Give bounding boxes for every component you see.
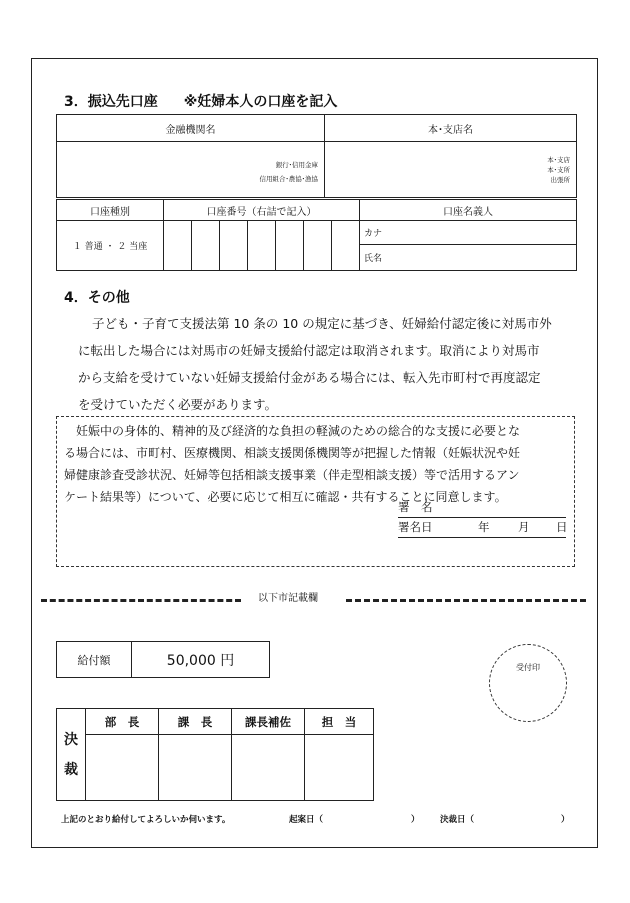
divider-left	[41, 599, 241, 602]
role-assistant-chief: 課長補佐	[232, 709, 305, 735]
kana-cell[interactable]: カナ	[360, 221, 577, 245]
decision-date-label: 決裁日（	[440, 815, 475, 825]
role-staff: 担 当	[305, 709, 374, 735]
digit-7[interactable]	[332, 221, 360, 271]
col-branch-header: 本･支店名	[325, 115, 577, 142]
divider-label: 以下市記載欄	[258, 593, 318, 604]
digit-3[interactable]	[220, 221, 248, 271]
section4-heading: 4．その他	[64, 290, 130, 306]
stamp-director[interactable]	[86, 735, 159, 801]
decision-table	[56, 708, 374, 801]
signature-field[interactable]: 署 名	[398, 499, 566, 518]
amount-value: 50,000 円	[132, 642, 270, 678]
consent-text: 妊娠中の身体的、精神的及び経済的な負担の軽減のための総合的な支援に必要とな る場合には、市町村、医療機関、相談支援関係機関等が把握した情報（妊娠状況や妊 婦健康診査受診状況、妊婦等包括相談支援事業（伴走型相談支援）等で活用するアン ケート結果等）について、必要に応じて相互に確認・共有することに同意します。	[64, 424, 521, 504]
signature-date-field[interactable]: 署名日 年 月 日	[398, 519, 566, 538]
account-type-cell[interactable]: １ 普通 ・ ２ 当座	[57, 221, 164, 271]
digit-1[interactable]	[164, 221, 192, 271]
digit-4[interactable]	[248, 221, 276, 271]
name-cell[interactable]: 氏名	[360, 245, 577, 271]
col-type-header: 口座種別	[57, 200, 164, 221]
branch-name-cell[interactable]: 本･支店 本･支所 出張所	[325, 142, 577, 198]
stamp-staff[interactable]	[305, 735, 374, 801]
reception-stamp: 受付印	[489, 644, 567, 722]
section3-heading: 3．振込先口座 ※妊婦本人の口座を記入	[64, 94, 338, 110]
amount-label: 給付額	[57, 642, 132, 678]
col-bank-header: 金融機関名	[57, 115, 325, 142]
digit-6[interactable]	[304, 221, 332, 271]
draft-date-close: ）	[411, 815, 420, 825]
draft-date-label: 起案日（	[289, 815, 324, 825]
stamp-section-chief[interactable]	[159, 735, 232, 801]
stamp-assistant-chief[interactable]	[232, 735, 305, 801]
account-table	[56, 199, 577, 271]
divider-right	[346, 599, 586, 602]
col-number-header: 口座番号（右詰で記入）	[164, 200, 360, 221]
section3-note: ※妊婦本人の口座を記入	[183, 94, 338, 110]
decision-label: 決 裁	[57, 709, 86, 801]
digit-2[interactable]	[192, 221, 220, 271]
role-section-chief: 課 長	[159, 709, 232, 735]
bank-name-cell[interactable]: 銀行･信用金庫 信用組合･農協･漁協	[57, 142, 325, 198]
amount-table	[56, 641, 270, 678]
col-holder-header: 口座名義人	[360, 200, 577, 221]
decision-date-close: ）	[561, 815, 570, 825]
section4-text: 子ども・子育て支援法第 10 条の 10 の規定に基づき、妊婦給付認定後に対馬市外 に転出した場合には対馬市の妊婦支援給付認定は取消されます。取消により対馬市 から支給を受けていない妊婦支援給付金がある場合には、転入先市町村で再度認定 を受けていただく必要があります。	[78, 316, 552, 412]
bank-table	[56, 114, 577, 198]
approval-request: 上記のとおり給付してよろしいか伺います。	[61, 815, 231, 825]
digit-5[interactable]	[276, 221, 304, 271]
role-director: 部 長	[86, 709, 159, 735]
